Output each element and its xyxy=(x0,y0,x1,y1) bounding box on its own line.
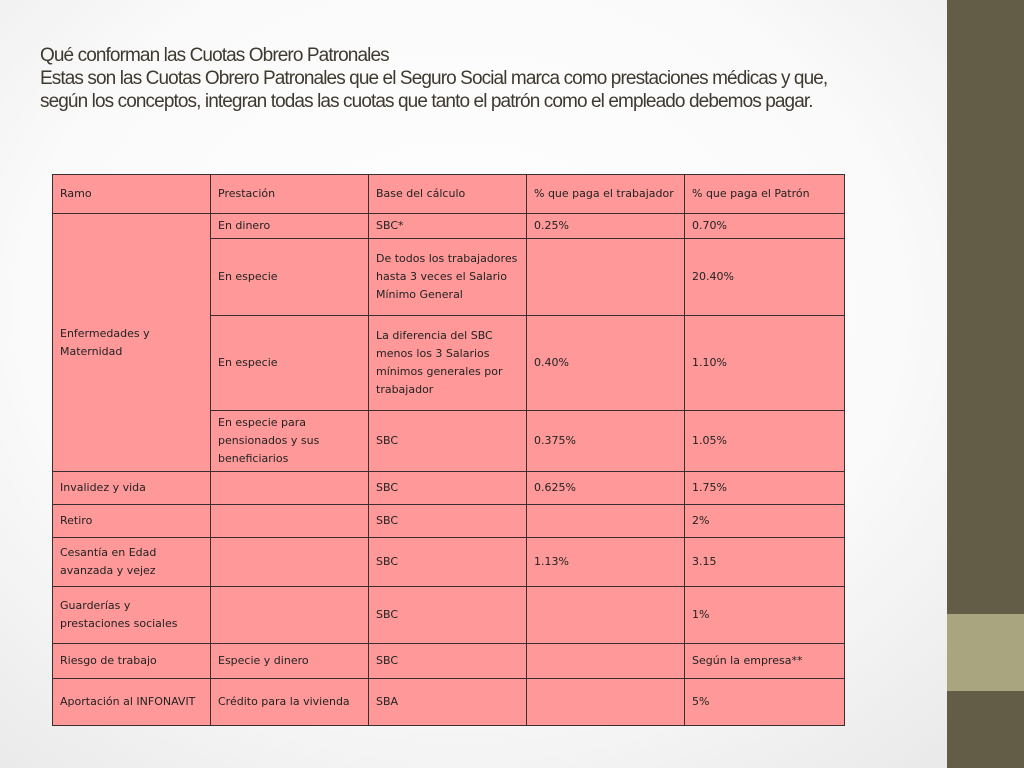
prestacion-cell xyxy=(211,505,369,538)
header-cell-trabajador: % que paga el trabajador xyxy=(527,175,685,214)
prestacion-cell xyxy=(211,538,369,587)
base-cell: SBC xyxy=(369,644,527,679)
table-row xyxy=(53,505,845,538)
patron-cell: 0.70% xyxy=(685,214,845,239)
trabajador-cell xyxy=(527,644,685,679)
ramo-cell: Guarderías y prestaciones sociales xyxy=(53,587,211,644)
header-cell-ramo: Ramo xyxy=(53,175,211,214)
patron-cell: Según la empresa** xyxy=(685,644,845,679)
header-cell-patron: % que paga el Patrón xyxy=(685,175,845,214)
patron-cell: 1.10% xyxy=(685,316,845,411)
base-cell: La diferencia del SBC menos los 3 Salarios mínimos generales por trabajador xyxy=(369,316,527,411)
table-row xyxy=(53,587,845,644)
base-cell: SBC xyxy=(369,472,527,505)
ramo-cell: Riesgo de trabajo xyxy=(53,644,211,679)
table-row xyxy=(53,679,845,726)
trabajador-cell xyxy=(527,587,685,644)
trabajador-cell: 0.25% xyxy=(527,214,685,239)
prestacion-cell xyxy=(211,472,369,505)
patron-cell: 3.15 xyxy=(685,538,845,587)
trabajador-cell xyxy=(527,679,685,726)
patron-cell: 20.40% xyxy=(685,239,845,316)
cuotas-table xyxy=(52,174,845,726)
title-line-3: según los conceptos, integran todas las cuotas que tanto el patrón como el empleado debemos pagar. xyxy=(40,91,813,112)
table-row xyxy=(53,538,845,587)
prestacion-cell: En especie para pensionados y sus beneficiarios xyxy=(211,411,369,472)
base-cell: SBC* xyxy=(369,214,527,239)
base-cell: SBC xyxy=(369,538,527,587)
header-cell-base: Base del cálculo xyxy=(369,175,527,214)
slide-title xyxy=(40,44,840,113)
trabajador-cell: 0.375% xyxy=(527,411,685,472)
trabajador-cell xyxy=(527,239,685,316)
ramo-cell: Invalidez y vida xyxy=(53,472,211,505)
base-cell: SBC xyxy=(369,505,527,538)
patron-cell: 1% xyxy=(685,587,845,644)
patron-cell: 1.05% xyxy=(685,411,845,472)
trabajador-cell: 0.625% xyxy=(527,472,685,505)
ramo-cell: Aportación al INFONAVIT xyxy=(53,679,211,726)
right-accent-block xyxy=(947,614,1024,691)
prestacion-cell: En especie xyxy=(211,316,369,411)
base-cell: SBC xyxy=(369,587,527,644)
ramo-cell: Cesantía en Edad avanzada y vejez xyxy=(53,538,211,587)
patron-cell: 5% xyxy=(685,679,845,726)
table-row xyxy=(53,472,845,505)
base-cell: SBC xyxy=(369,411,527,472)
prestacion-cell: En especie xyxy=(211,239,369,316)
base-cell: De todos los trabajadores hasta 3 veces el Salario Mínimo General xyxy=(369,239,527,316)
title-line-1: Qué conforman las Cuotas Obrero Patronales xyxy=(40,45,389,66)
prestacion-cell: Crédito para la vivienda xyxy=(211,679,369,726)
trabajador-cell xyxy=(527,505,685,538)
ramo-cell-enfermedades: Enfermedades y Maternidad xyxy=(53,214,211,472)
prestacion-cell xyxy=(211,587,369,644)
header-cell-prestacion: Prestación xyxy=(211,175,369,214)
trabajador-cell: 0.40% xyxy=(527,316,685,411)
table-header-row xyxy=(53,175,845,214)
prestacion-cell: En dinero xyxy=(211,214,369,239)
base-cell: SBA xyxy=(369,679,527,726)
table-row xyxy=(53,644,845,679)
table-row xyxy=(53,214,845,239)
title-line-2: Estas son las Cuotas Obrero Patronales que el Seguro Social marca como prestaciones médicas y que, xyxy=(40,68,828,89)
patron-cell: 2% xyxy=(685,505,845,538)
ramo-cell: Retiro xyxy=(53,505,211,538)
trabajador-cell: 1.13% xyxy=(527,538,685,587)
patron-cell: 1.75% xyxy=(685,472,845,505)
prestacion-cell: Especie y dinero xyxy=(211,644,369,679)
